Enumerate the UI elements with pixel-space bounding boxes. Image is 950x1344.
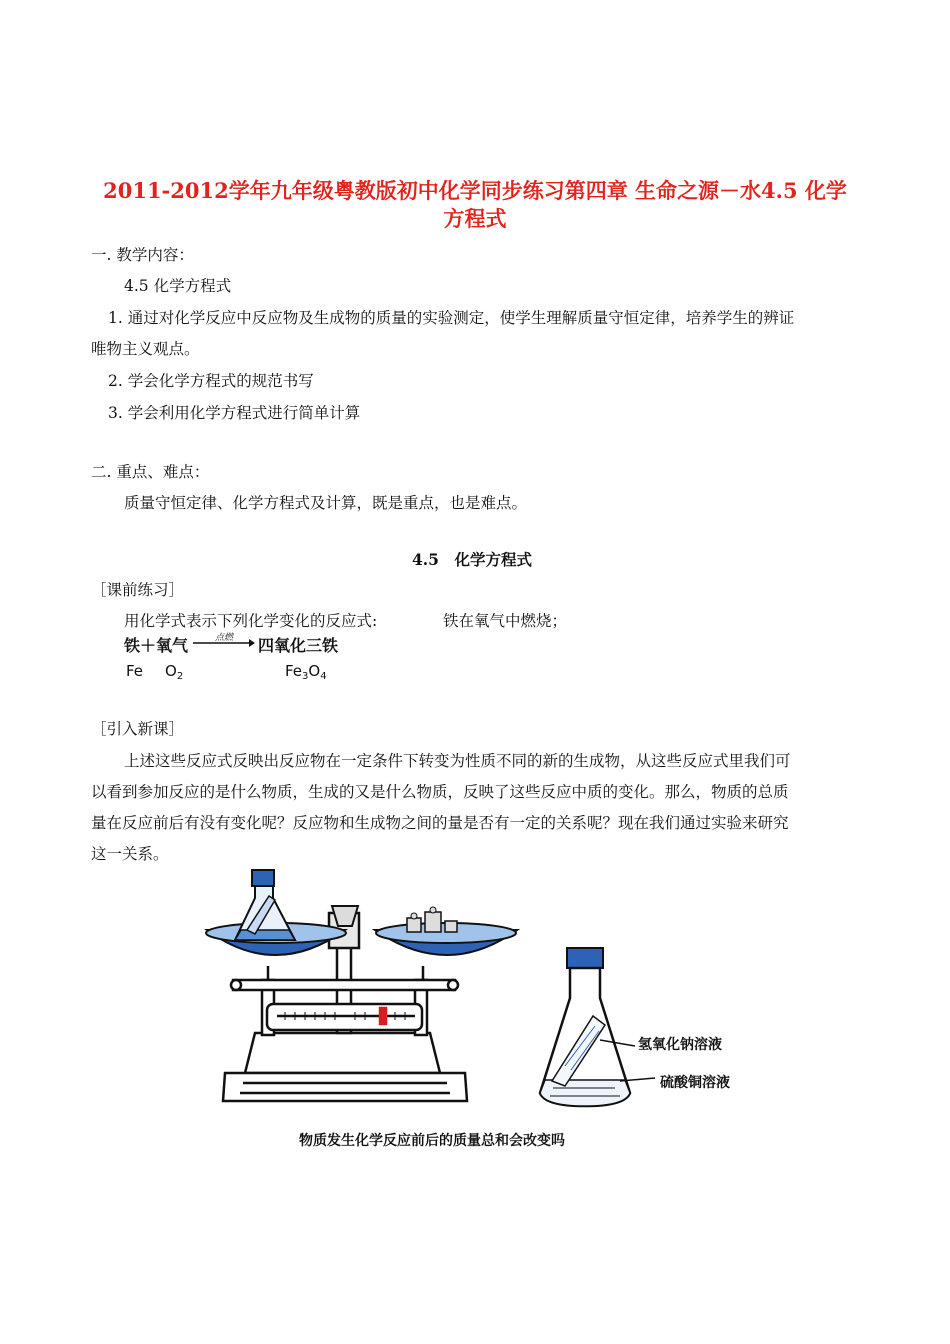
word-equation <box>124 633 188 656</box>
label-naoh-solution: 氢氧化钠溶液 <box>638 1037 722 1053</box>
reaction-condition: 点燃 <box>214 633 233 643</box>
section2-text: 质量守恒定律、化学方程式及计算，既是重点，也是难点。 <box>124 494 528 512</box>
lesson-heading: 4.5 化学方程式 <box>412 550 532 569</box>
reactant-iron: 铁 <box>124 636 141 655</box>
objective-1-line2: 唯物主义观点。 <box>91 340 200 358</box>
intro-paragraph-line3: 量在反应前后有没有变化呢？反应物和生成物之间的量是否有一定的关系呢？现在我们通过实验来研究 <box>91 814 789 832</box>
objective-2: 2. 学会化学方程式的规范书写 <box>108 372 314 390</box>
balance-base <box>223 1033 467 1101</box>
formula-o2: $O_2$ <box>165 662 184 682</box>
reaction-arrow <box>193 630 255 650</box>
practice-instruction: 用化学式表示下列化学变化的反应式: <box>124 612 378 630</box>
objective-3: 3. 学会利用化学方程式进行简单计算 <box>108 404 361 422</box>
figure-caption: 物质发生化学反应前后的质量总和会改变吗 <box>299 1133 565 1149</box>
formula-fe: Fe <box>126 662 144 680</box>
pre-practice-label: ［课前练习］ <box>91 581 185 599</box>
practice-example: 铁在氧气中燃烧； <box>443 612 568 630</box>
objective-1-line1: 1. 通过对化学反应中反应物及生成物的质量的实验测定，使学生理解质量守恒定律，培养学生的辨证 <box>108 309 795 327</box>
reactant-oxygen: 氧气 <box>156 636 189 655</box>
intro-label: ［引入新课］ <box>91 720 185 738</box>
intro-paragraph-line2: 以看到参加反应的是什么物质，生成的又是什么物质，反映了这些反应中质的变化。那么，物质的总质 <box>91 783 789 801</box>
balance-experiment-figure <box>195 868 795 1138</box>
erlenmeyer-flask <box>540 948 655 1106</box>
product-iron-oxide: 四氧化三铁 <box>258 636 339 655</box>
section2-heading: 二. 重点、难点： <box>91 463 210 481</box>
intro-paragraph-line1: 上述这些反应式反映出反应物在一定条件下转变为性质不同的新的生成物，从这些反应式里我们可 <box>124 752 791 770</box>
arrow-icon <box>193 630 255 650</box>
section1-heading: 一. 教学内容： <box>91 246 194 264</box>
document-title-line2: 方程式 <box>443 206 507 231</box>
label-cuso4-solution: 硫酸铜溶液 <box>660 1075 730 1091</box>
intro-paragraph-line4: 这一关系。 <box>91 845 169 863</box>
formula-fe3o4: $Fe_3O_4$ <box>285 662 327 682</box>
plus-sign: ＋ <box>140 636 157 655</box>
flask-on-pan <box>235 870 295 940</box>
right-pan <box>375 907 517 980</box>
section1-topic: 4.5 化学方程式 <box>124 277 232 295</box>
document-title-line1: 2011-2012学年九年级粤教版初中化学同步练习第四章 生命之源－水4.5 化学 <box>103 178 847 203</box>
